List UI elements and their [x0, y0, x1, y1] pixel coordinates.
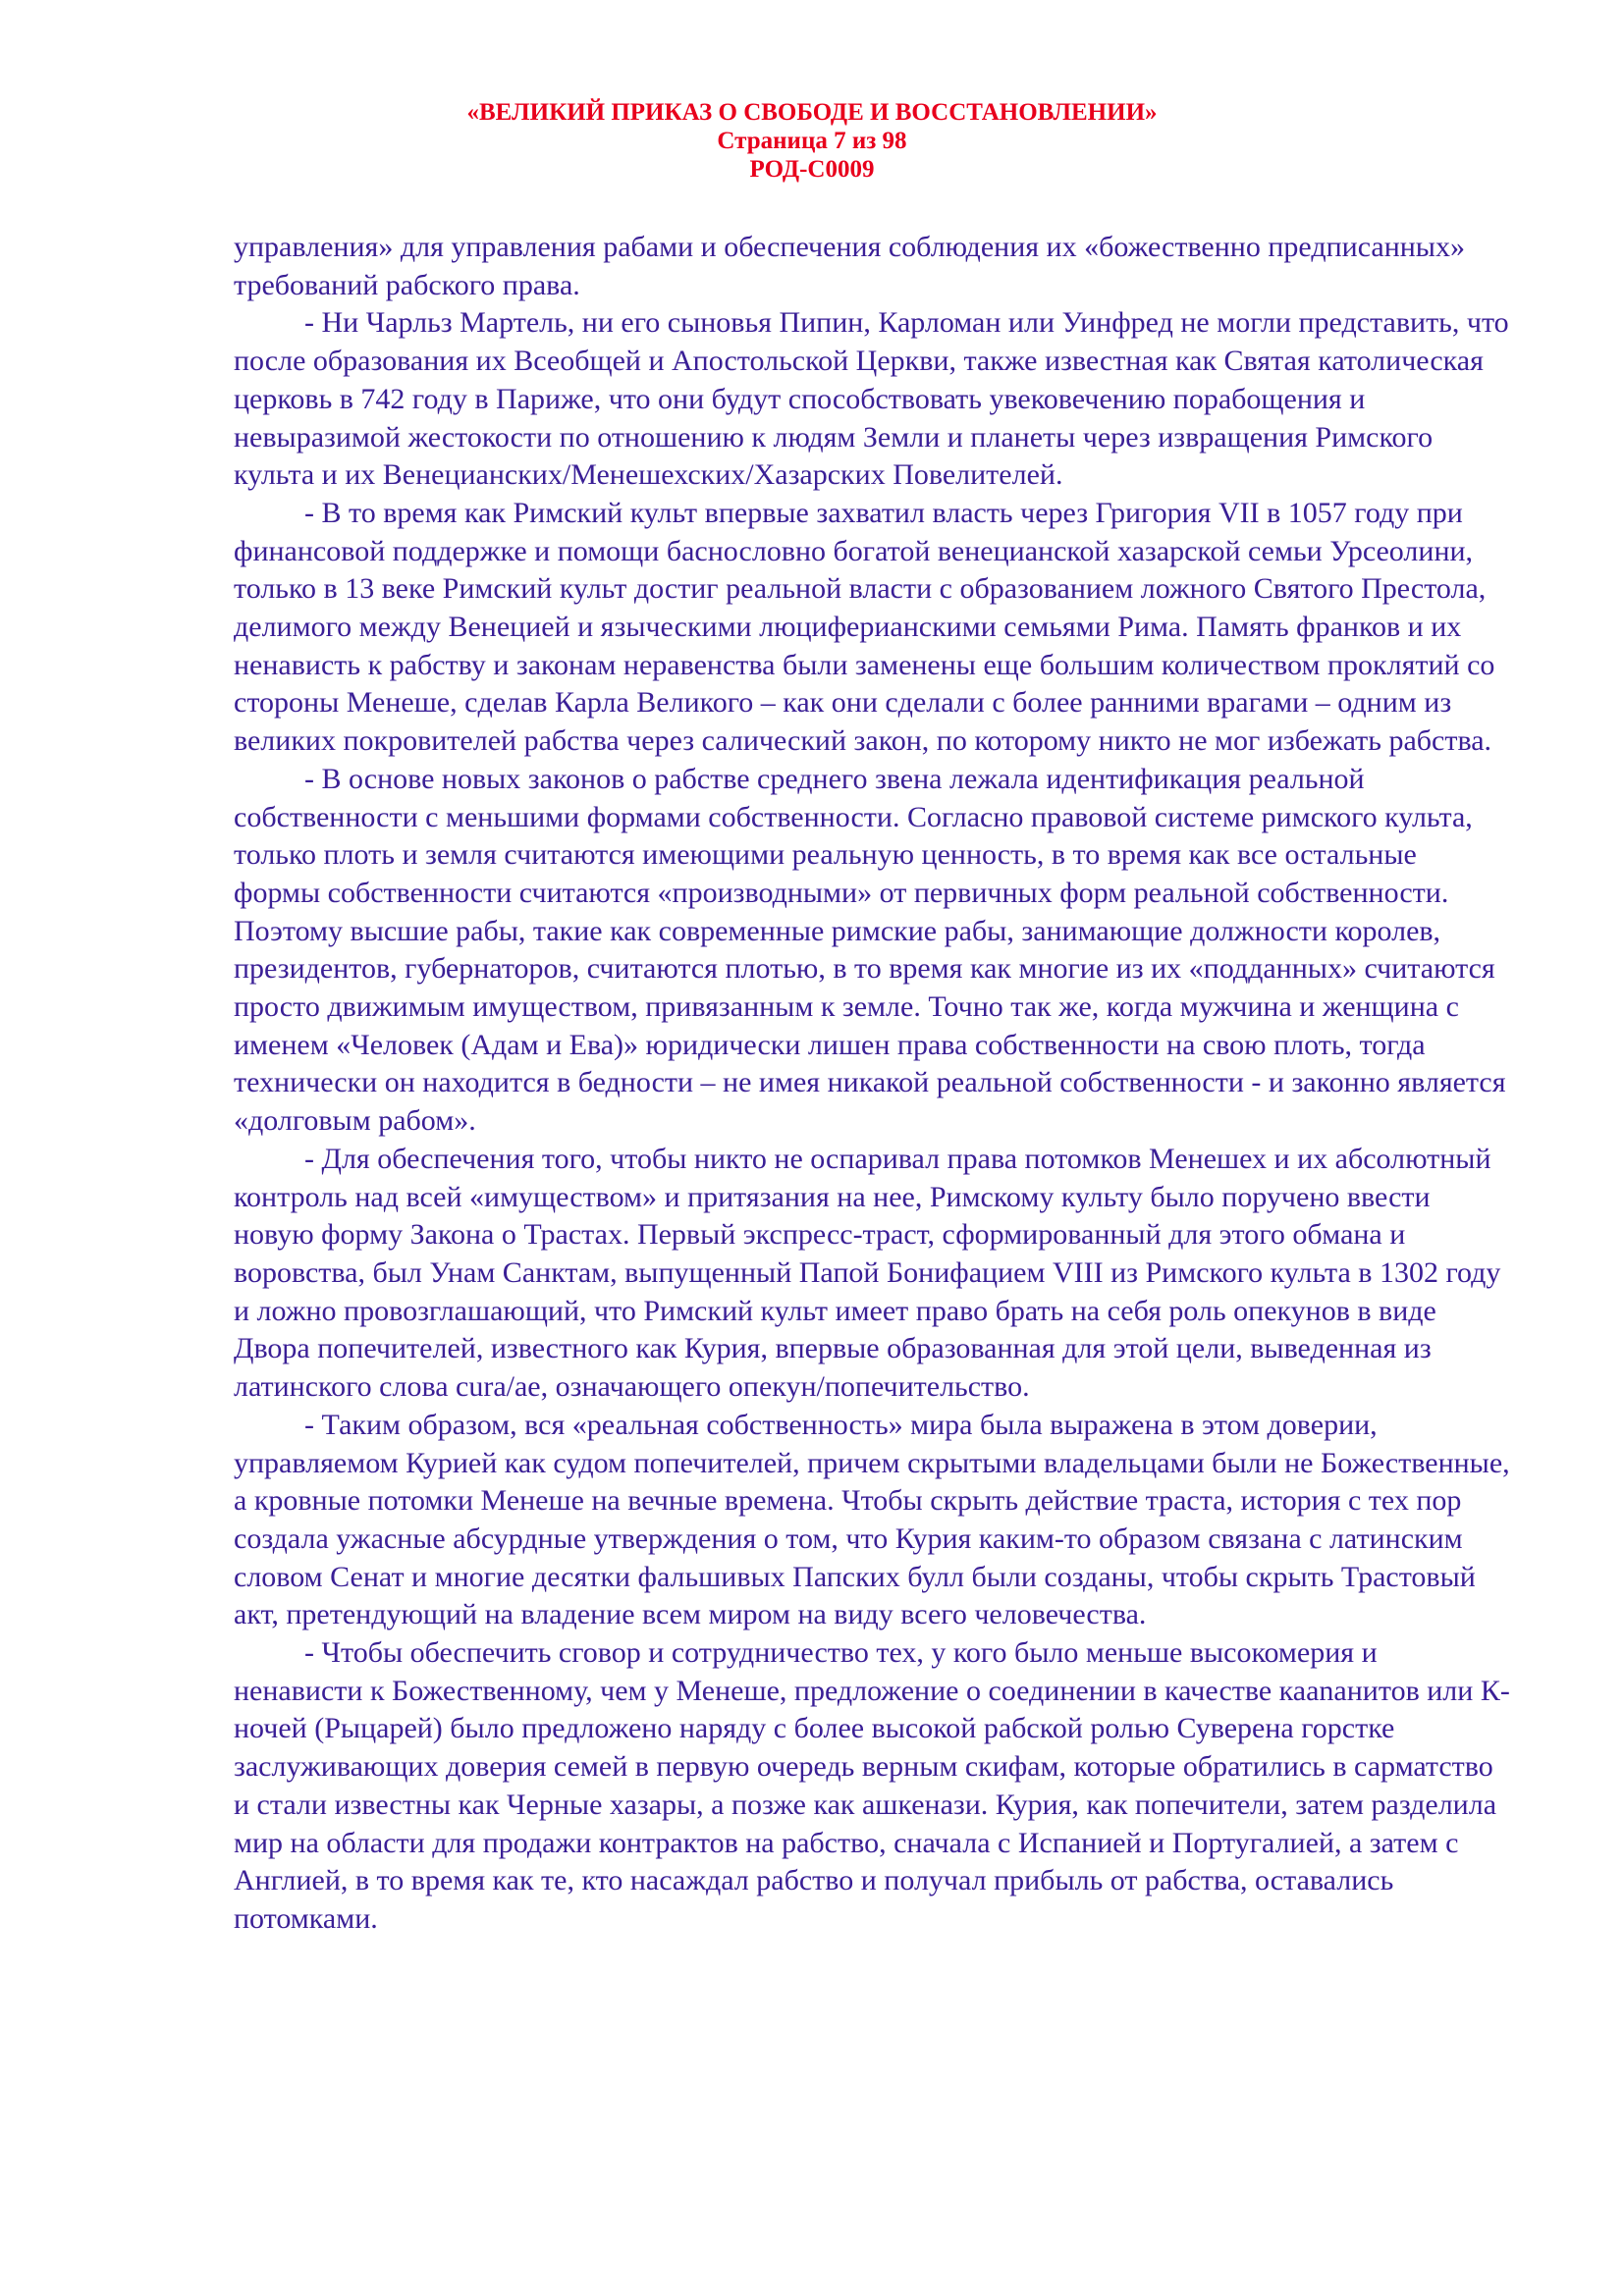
document-code: РОД-С0009 [749, 156, 875, 183]
paragraph-gregory-vii: - В то время как Римский культ впервые захватил власть через Григория VII в 1057 году при финансовой поддержке и помощи баснословно богатой венецианской хазарской семьи Урсеолини, только в 13 веке Римский культ достиг реальной власти с образованием ложного Святого Престола, делимого между Венецией и языческими люциферианскими семьями Рима. Память франков и их ненависть к рабству и законам неравенства были заменены еще большим количеством проклятий со стороны Менеше, сделав Карла Великого – как они сделали с более ранними врагами – одним из великих покровителей рабства через салический закон, по которому никто не мог избежать рабства. [234, 496, 1495, 758]
paragraph-trust-law: - Для обеспечения того, чтобы никто не оспаривал права потомков Менешех и их абсолютный контроль над всей «имуществом» и притязания на нее, Римскому культу было поручено ввести новую форму Закона о Трастах. Первый экспресс-траст, сформированный для этого обмана и воровства, был Унам Санктам, выпущенный Папой Бонифацием VIII из Римского культа в 1302 году и ложно провозглашающий, что Римский культ имеет право брать на себя роль опекунов в виде Двора попечителей, известного как Курия, впервые образованная для этой цели, выведенная из латинского слова cura/ae, означающего опекун/попечительство. [234, 1142, 1501, 1404]
paragraph-charles-martel: - Ни Чарльз Мартель, ни его сыновья Пипин, Карломан или Уинфред не могли представить, что после образования их Всеобщей и Апостольской Церкви, также известная как Святая католическая церковь в 742 году в Париже, что они будут способствовать увековечению порабощения и невыразимой жестокости по отношению к людям Земли и планеты через извращения Римского культа и их Венецианских/Менешехских/Хазарских Повелителей. [234, 306, 1509, 492]
page-number: Страница 7 из 98 [717, 128, 907, 154]
document-body [234, 229, 1510, 1939]
paragraph-slavery-laws: - В основе новых законов о рабстве среднего звена лежала идентификация реальной собственности с меньшими формами собственности. Согласно правовой системе римского культа, только плоть и земля считаются имеющими реальную ценность, в то время как все остальные формы собственности считаются «производными» от первичных форм реальной собственности. Поэтому высшие рабы, такие как современные римские рабы, занимающие должности королев, президентов, губернаторов, считаются плотью, в то время как многие из их «подданных» считаются просто движимым имуществом, привязанным к земле. Точно так же, когда мужчина и женщина с именем «Человек (Адам и Ева)» юридически лишен права собственности на свою плоть, тогда технически он находится в бедности – не имея никакой реальной собственности - и законно является «долговым рабом». [234, 762, 1506, 1138]
page-header [0, 98, 1624, 184]
paragraph-curia-trust: - Таким образом, вся «реальная собственность» мира была выражена в этом доверии, управляемом Курией как судом попечителей, причем скрытыми владельцами были не Божественные, а кровные потомки Менеше на вечные времена. Чтобы скрыть действие траста, история с тех пор создала ужасные абсурдные утверждения о том, что Курия каким-то образом связана с латинским словом Сенат и многие десятки фальшивых Папских булл были созданы, чтобы скрыть Трастовый акт, претендующий на владение всем миром на виду всего человечества. [234, 1408, 1510, 1631]
paragraph-continuation: управления» для управления рабами и обеспечения соблюдения их «божественно предписанных» требований рабского права. [234, 231, 1465, 301]
document-title: «ВЕЛИКИЙ ПРИКАЗ О СВОБОДЕ И ВОССТАНОВЛЕНИИ» [466, 99, 1158, 126]
paragraph-knights: - Чтобы обеспечить сговор и сотрудничество тех, у кого было меньше высокомерия и ненависти к Божественному, чем у Менеше, предложение о соединении в качестве кааnанитов или К-ночей (Рыцарей) было предложено наряду с более высокой рабской ролью Суверена горстке заслуживающих доверия семей в первую очередь верным скифам, которые обратились в сарматство и стали известны как Черные хазары, а позже как ашкенази. Курия, как попечители, затем разделила мир на области для продажи контрактов на рабство, сначала с Испанией и Португалией, а затем с Англией, в то время как те, кто насаждал рабство и получал прибыль от рабства, оставались потомками. [234, 1636, 1510, 1935]
